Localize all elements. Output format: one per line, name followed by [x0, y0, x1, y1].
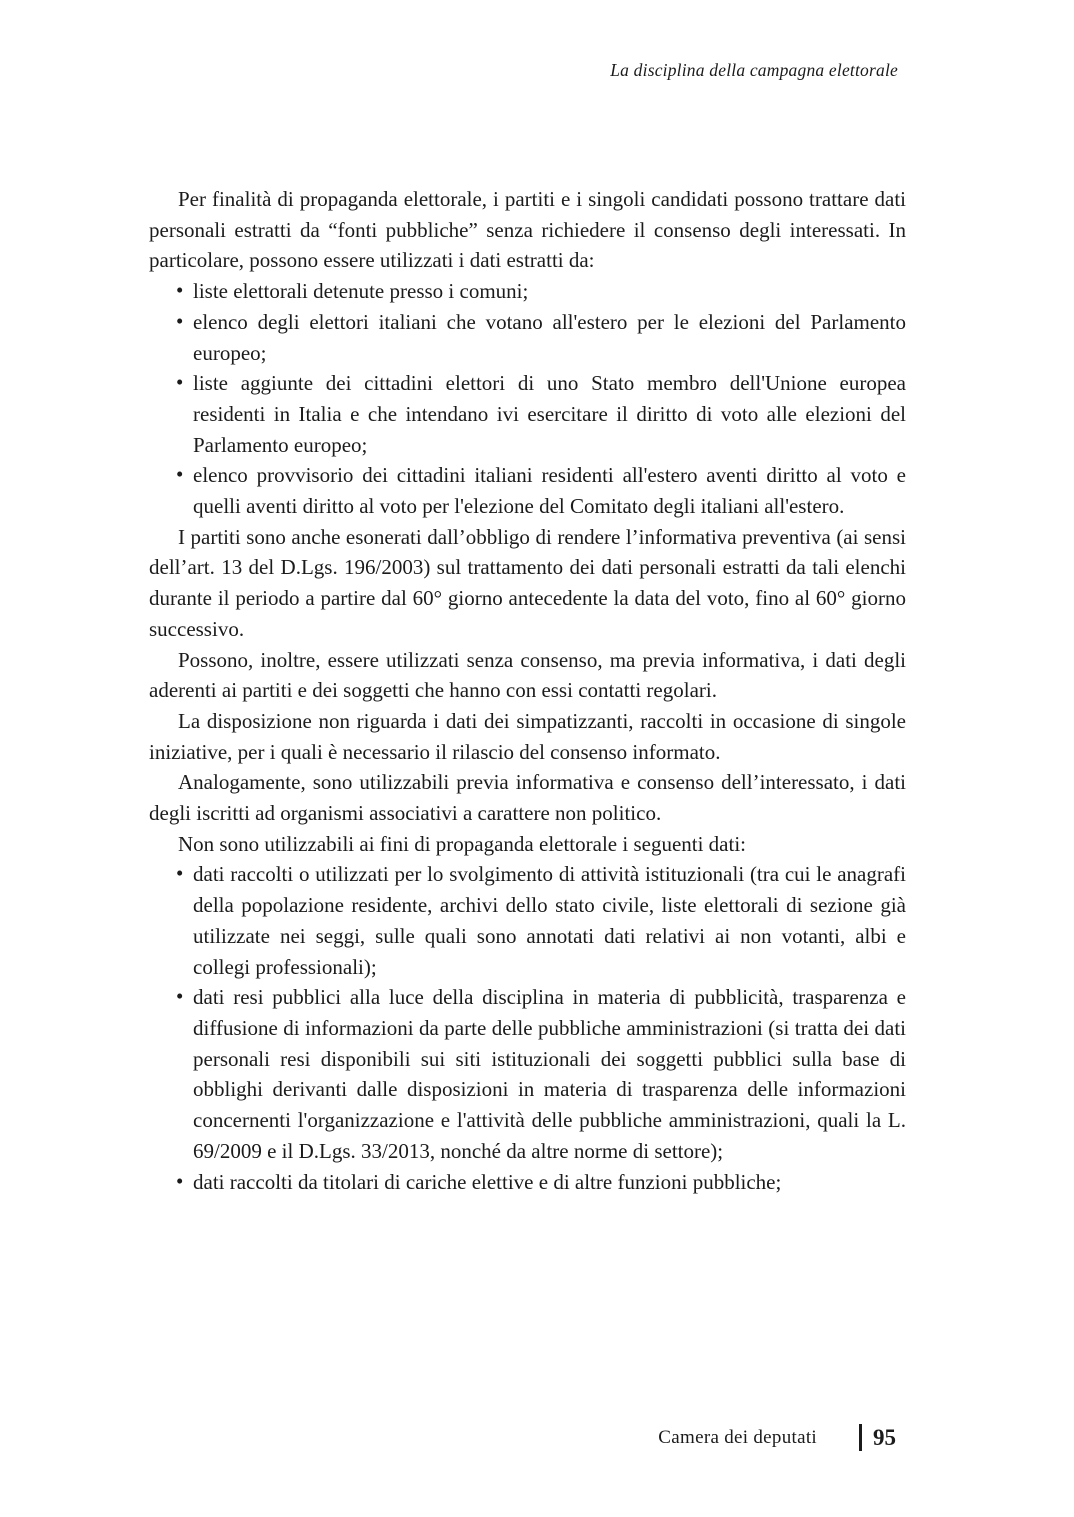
bullet-icon: • [176, 308, 184, 333]
bullet-icon: • [176, 1168, 184, 1193]
prohibited-bullet-list [149, 859, 906, 1197]
list-item-text: elenco degli elettori italiani che votano all'estero per le elezioni del Parlamento europeo; [193, 309, 906, 365]
list-item [149, 276, 906, 307]
list-item-text: liste elettorali detenute presso i comuni; [193, 279, 529, 304]
list-item [149, 982, 906, 1166]
running-header: La disciplina della campagna elettorale [610, 60, 898, 80]
bullet-icon: • [176, 462, 184, 487]
page-number: 95 [873, 1424, 896, 1450]
list-item-text: dati resi pubblici alla luce della disciplina in materia di pubblicità, trasparenza e diffusione di informazioni da parte delle pubbliche amministrazioni (si tratta dei dati personali resi disponibili sui siti istituzionali dei soggetti pubblici sulla base di obblighi derivanti dalle disposizioni in materia di trasparenza delle informazioni concernenti l'organizzazione e l'attività delle pubbliche amministrazioni, quali la L. 69/2009 e il D.Lgs. 33/2013, nonché da altre norme di settore); [193, 985, 906, 1163]
list-item [149, 307, 906, 368]
list-item-text: liste aggiunte dei cittadini elettori di uno Stato membro dell'Unione europea residenti in Italia e che intendano ivi esercitare il diritto di voto alle elezioni del Parlamento europeo; [193, 371, 906, 457]
list-item [149, 460, 906, 521]
bullet-icon: • [176, 984, 184, 1009]
list-item-text: dati raccolti o utilizzati per lo svolgimento di attività istituzionali (tra cui le anagrafi della popolazione residente, archivi dello stato civile, liste elettorali di sezione già utilizzate nei seggi, sulle quali sono annotati dati relativi ai non votanti, albi e collegi professionali); [193, 862, 906, 979]
bullet-icon: • [176, 370, 184, 395]
footer-divider [859, 1424, 862, 1451]
list-item-text: dati raccolti da titolari di cariche elettive e di altre funzioni pubbliche; [193, 1169, 782, 1194]
bullet-icon: • [176, 278, 184, 303]
paragraph-exemption: I partiti sono anche esonerati dall’obbligo di rendere l’informativa preventiva (ai sensi dell’art. 13 del D.Lgs. 196/2003) sul trattamento dei dati personali estratti da tali elenchi durante il periodo a partire dal 60° giorno antecedente la data del voto, fino al 60° giorno successivo. [149, 524, 906, 641]
page-footer [658, 1424, 896, 1451]
list-item [149, 859, 906, 982]
bullet-icon: • [176, 861, 184, 886]
list-item [149, 1167, 906, 1198]
paragraph-intro: Per finalità di propaganda elettorale, i partiti e i singoli candidati possono trattare dati personali estratti da “fonti pubbliche” senza richiedere il consenso degli interessati. In particolare, possono essere utilizzati i dati estratti da: [149, 187, 906, 273]
paragraph-prohibited-intro: Non sono utilizzabili ai fini di propaganda elettorale i seguenti dati: [178, 831, 747, 856]
sources-bullet-list [149, 276, 906, 522]
paragraph-members: Possono, inoltre, essere utilizzati senza consenso, ma previa informativa, i dati degli aderenti ai partiti e dei soggetti che hanno con essi contatti regolari. [149, 647, 906, 703]
publisher-name: Camera dei deputati [658, 1426, 817, 1448]
list-item [149, 368, 906, 460]
paragraph-sympathizers: La disposizione non riguarda i dati dei simpatizzanti, raccolti in occasione di singole iniziative, per i quali è necessario il rilascio del consenso informato. [149, 708, 906, 764]
list-item-text: elenco provvisorio dei cittadini italiani residenti all'estero aventi diritto al voto e quelli aventi diritto al voto per l'elezione del Comitato degli italiani all'estero. [193, 463, 906, 519]
page-body [149, 184, 906, 1197]
paragraph-associations: Analogamente, sono utilizzabili previa informativa e consenso dell’interessato, i dati degli iscritti ad organismi associativi a carattere non politico. [149, 770, 906, 826]
